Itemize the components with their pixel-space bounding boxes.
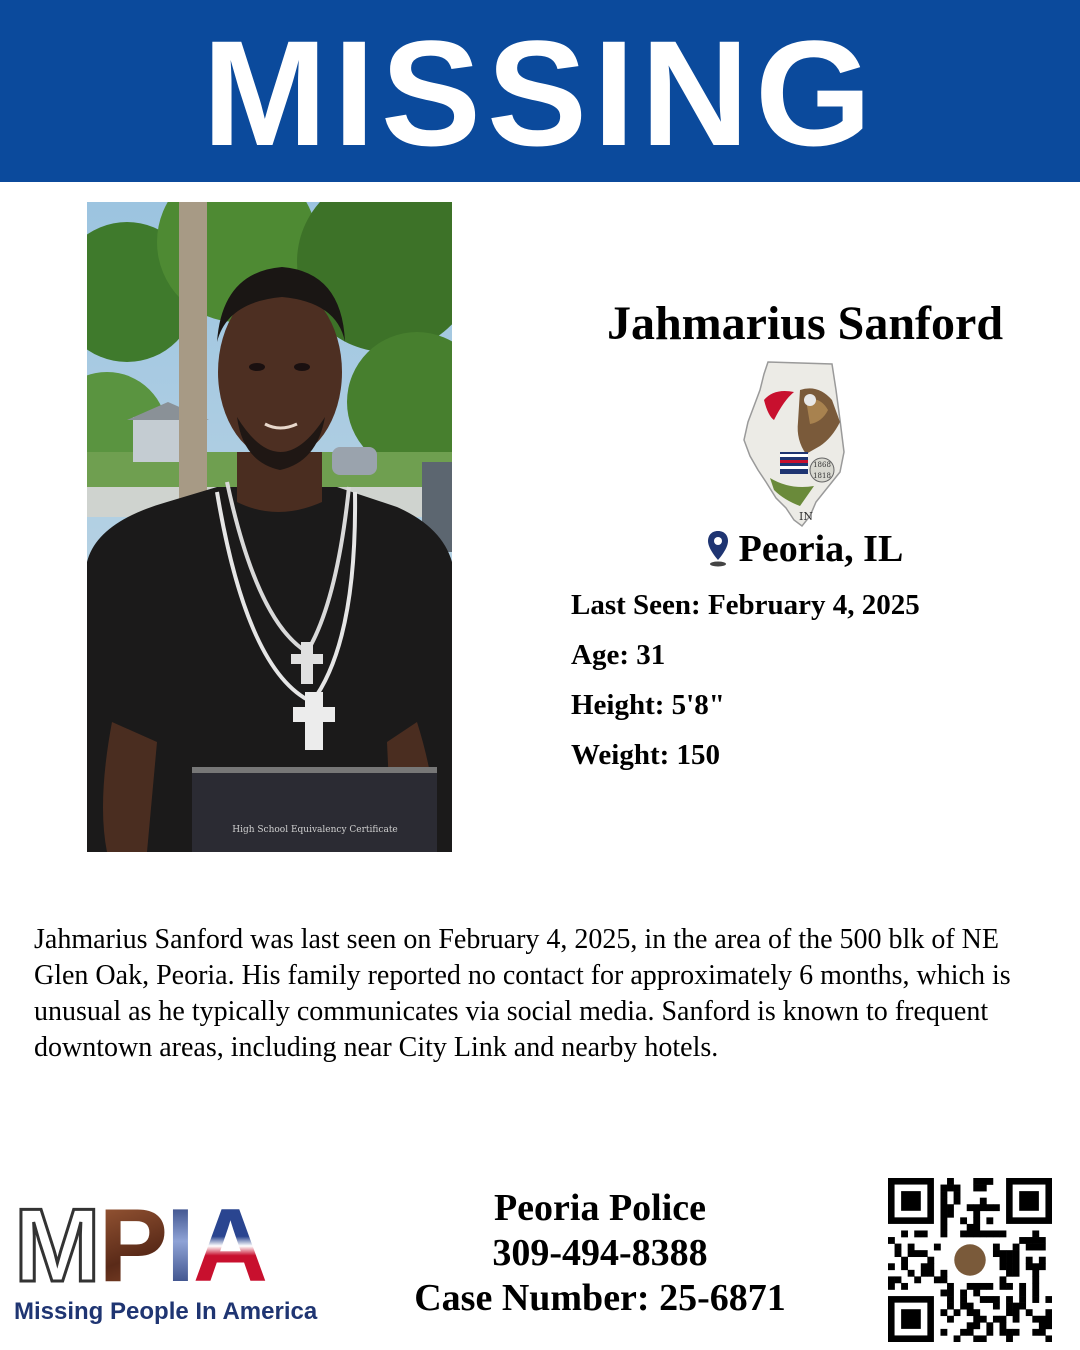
missing-banner [0, 0, 1080, 182]
location-text: Peoria, IL [738, 528, 904, 570]
logo-letter-m: M [14, 1188, 99, 1304]
logo-letter-p: P [98, 1188, 167, 1304]
phone-number[interactable]: 309-494-8388 [492, 1232, 708, 1274]
age: Age: 31 [571, 639, 666, 671]
mpia-logo [14, 1188, 334, 1328]
last-seen: Last Seen: February 4, 2025 [571, 589, 920, 621]
seal-year-2: 1818 [813, 472, 831, 480]
description: Jahmarius Sanford was last seen on February 4, 2025, in the area of the 500 blk of NE Glen Oak, Peoria. His family reported no contact for approximately 6 months, which is unusual as he typically communicates via social media. Sanford is known to frequent downtown areas, including near City Link and nearby hotels. [34, 924, 1011, 1063]
certificate-text: High School Equivalency Certificate [232, 825, 398, 835]
person-details [571, 580, 920, 780]
logo-letter-i: I [166, 1188, 193, 1304]
seal-year-1: 1868 [813, 461, 831, 469]
logo-letter-a: A [192, 1188, 267, 1304]
contact-info [370, 1186, 830, 1321]
height: Height: 5'8" [571, 689, 725, 721]
illinois-state-seal-icon [740, 360, 850, 528]
person-name: Jahmarius Sanford [606, 297, 1004, 350]
logo-tagline: Missing People In America [14, 1298, 318, 1325]
weight: Weight: 150 [571, 739, 721, 771]
qr-code-icon[interactable] [888, 1178, 1052, 1342]
banner-title: MISSING [202, 9, 878, 177]
location [540, 526, 1070, 572]
svg-text:IN: IN [799, 510, 813, 523]
map-pin-icon [707, 530, 729, 568]
person-photo [87, 202, 452, 852]
case-number: Case Number: 25-6871 [414, 1277, 786, 1319]
agency-name: Peoria Police [493, 1187, 707, 1229]
